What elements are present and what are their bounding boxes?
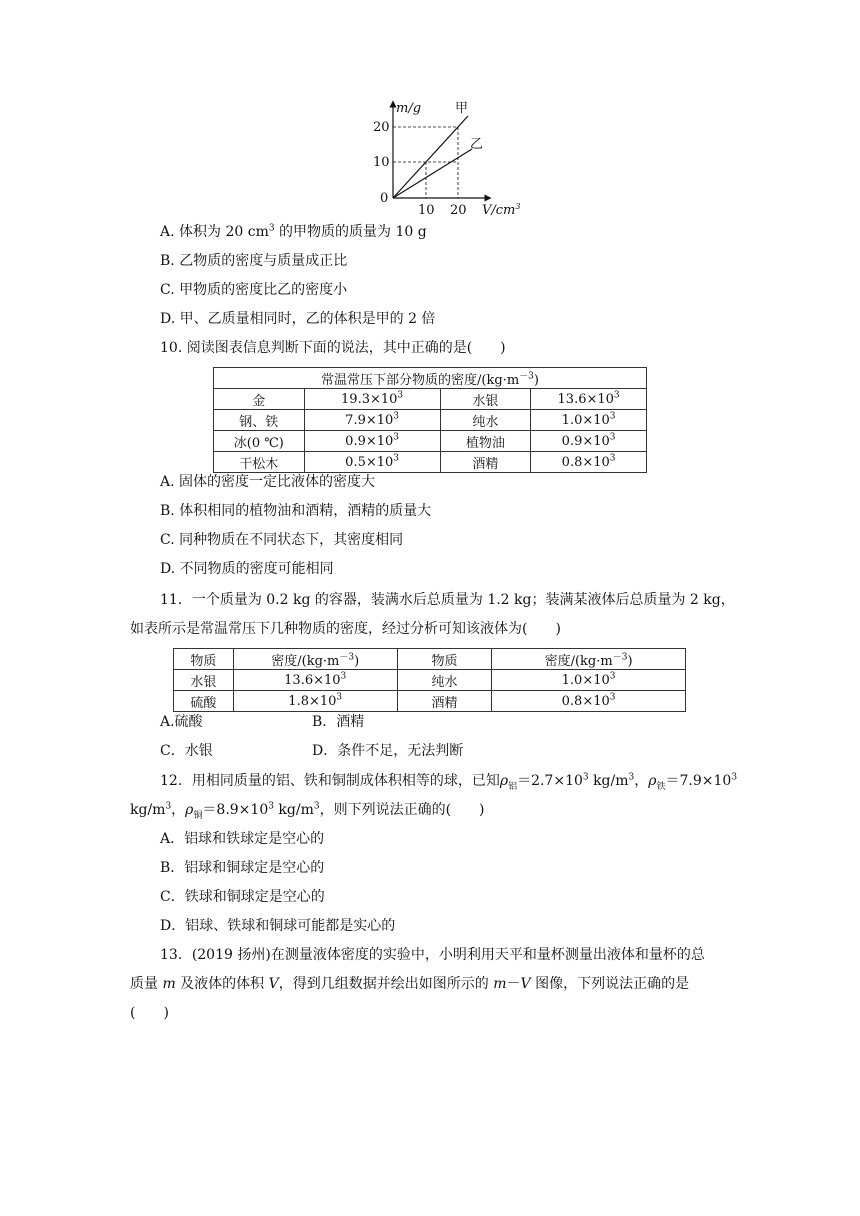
q13-stem-line1: 13．(2019 扬州)在测量液体密度的实验中，小明利用天平和量杯测量出液体和量杯的总	[160, 947, 705, 963]
q13-stem-line2: 质量 m 及液体的体积 V，得到几组数据并绘出如图所示的 m－V 图像，下列说法正确的是	[130, 976, 690, 992]
q9-option-a[interactable]: A. 体积为 20 $cm^3$ 的甲物质的质量为 10 g	[160, 223, 427, 240]
q10-option-d[interactable]: D. 不同物质的密度可能相同	[160, 561, 334, 577]
y-tick-10: 10	[373, 155, 390, 170]
q11-stem-line2: 如表所示是常温常压下几种物质的密度，经过分析可知该液体为( )	[130, 621, 561, 637]
q10-option-b[interactable]: B. 体积相同的植物油和酒精，酒精的质量大	[160, 503, 432, 519]
q10-stem: 10. 阅读图表信息判断下面的说法，其中正确的是( )	[160, 340, 506, 356]
q10-density-table	[213, 367, 647, 473]
q9-option-c[interactable]: C. 甲物质的密度比乙的密度小	[160, 282, 348, 298]
line-jia	[393, 116, 468, 198]
q12-option-d[interactable]: D．铝球、铁球和铜球可能都是实心的	[160, 918, 396, 934]
table-row: 冰(0 ℃) $0.9\times 10^3$ 植物油 $0.9\times 10^3$	[214, 431, 647, 452]
q11-option-b[interactable]: B．酒精	[312, 714, 365, 730]
line-yi-label: 乙	[470, 137, 484, 152]
q10-option-c[interactable]: C. 同种物质在不同状态下，其密度相同	[160, 532, 404, 548]
q11-stem-line1: 11．一个质量为 0.2 kg 的容器，装满水后总质量为 1.2 kg；装满某液体后总质量为 2 kg，	[160, 592, 735, 608]
q12-option-a[interactable]: A．铝球和铁球定是空心的	[160, 831, 325, 847]
q9-option-d[interactable]: D. 甲、乙质量相同时，乙的体积是甲的 2 倍	[160, 311, 436, 327]
q9-option-b[interactable]: B. 乙物质的密度与质量成正比	[160, 253, 348, 269]
x-tick-20: 20	[450, 203, 467, 218]
q12-stem-line2: $kg/m^3$，$\rho_铜=8.9\times 10^3$ $kg/m^3$，则下列说法正确的( )	[130, 801, 485, 821]
line-jia-label: 甲	[455, 101, 469, 116]
q12-option-c[interactable]: C．铁球和铜球定是空心的	[160, 889, 325, 905]
q11-option-a[interactable]: A.硫酸	[160, 714, 203, 730]
q11-density-table	[173, 648, 686, 712]
line-yi	[393, 149, 472, 198]
x-tick-10: 10	[418, 203, 435, 218]
table-row: 硫酸 $1.8\times 10^3$ 酒精 $0.8\times 10^3$	[174, 691, 686, 712]
table-row: 钢、铁 $7.9\times 10^3$ 纯水 $1.0\times 10^3$	[214, 410, 647, 431]
q12-option-b[interactable]: B．铝球和铜球定是空心的	[160, 860, 325, 876]
table-header-row: 物质 密度$/(kg\cdot m^{-3})$ 物质 密度$/(kg\cdot m^{-3})$	[174, 649, 686, 670]
q13-stem-line3: ( )	[130, 1005, 169, 1021]
q12-stem-line1: 12．用相同质量的铝、铁和铜制成体积相等的球，已知$\rho_铝=2.7\times 10^3$ $kg/m^3$，$\rho_铁=7.9\times 10^3$	[160, 772, 738, 792]
q10-table-caption: 常温常压下部分物质的密度$/(kg\cdot m^{-3})$	[214, 368, 647, 389]
origin-label: 0	[380, 191, 389, 206]
q11-option-c[interactable]: C．水银	[160, 743, 213, 759]
x-axis-label: $V/cm^3$	[482, 202, 521, 218]
table-row: 干松木 $0.5\times 10^3$ 酒精 $0.8\times 10^3$	[214, 452, 647, 473]
q11-option-d[interactable]: D．条件不足，无法判断	[312, 743, 464, 759]
y-axis-label: m/g	[396, 101, 422, 116]
q10-option-a[interactable]: A. 固体的密度一定比液体的密度大	[160, 474, 376, 490]
table-row: 水银 $13.6\times 10^3$ 纯水 $1.0\times 10^3$	[174, 670, 686, 691]
mass-volume-graph	[360, 98, 530, 220]
table-row: 金 $19.3\times 10^3$ 水银 $13.6\times 10^3$	[214, 389, 647, 410]
y-tick-20: 20	[373, 120, 390, 135]
